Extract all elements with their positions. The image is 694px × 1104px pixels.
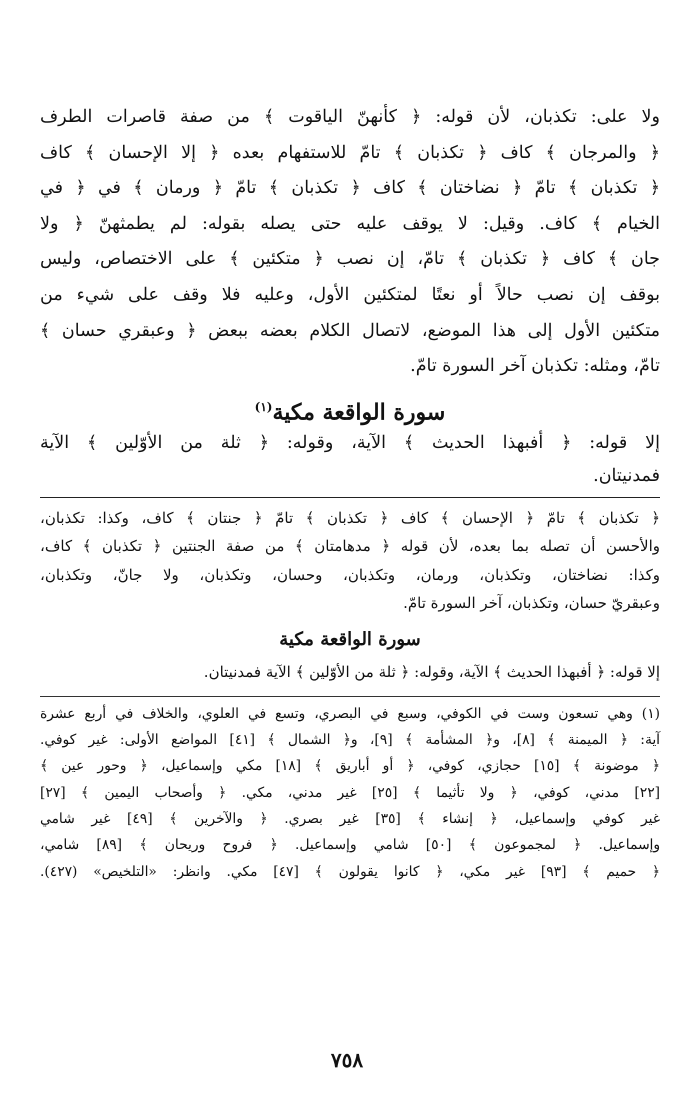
variant-text <box>40 504 660 618</box>
footnote-line: وإسماعيل. ﴿ لمجموعون ﴾ [٥٠] شامي وإسماعيل. ﴿ فروح وريحان ﴾ [٨٩] شامي، <box>40 837 660 854</box>
note-line: والأحسن أن تصله بما بعده، لأن قوله ﴿ مدهامتان ﴾ من صفة الجنتين ﴿ تكذبان ﴾ كاف، <box>40 537 660 556</box>
footnote-line: آية: ﴿ الميمنة ﴾ [٨]، و﴿ المشأمة ﴾ [٩]، و﴿ الشمال ﴾ [٤١] المواضع الأولى: غير كوفي. <box>40 732 661 749</box>
text-line: فمدنيتان. <box>593 465 660 486</box>
main-text <box>40 100 660 385</box>
surah-intro <box>40 427 660 493</box>
note-line: ﴿ تكذبان ﴾ تامّ ﴿ الإحسان ﴾ كاف ﴿ تكذبان ﴾ تامّ ﴿ جنتان ﴾ كاف، وكذا: تكذبان، <box>40 508 660 527</box>
surah-heading-text: سورة الواقعة مكية <box>272 399 446 426</box>
page-number: ٧٥٨ <box>330 1048 364 1072</box>
text-line: ولا على: تكذبان، لأن قوله: ﴿ كأنهنّ الياقوت ﴾ من صفة قاصرات الطرف <box>40 107 660 127</box>
surah-heading <box>40 387 660 427</box>
footnote-line: ﴿ موضونة ﴾ [١٥] حجازي، كوفي، ﴿ أو أباريق ﴾ [١٨] مكي وإسماعيل، ﴿ وحور عين ﴾ <box>40 758 660 775</box>
text-line: تامّ، ومثله: تكذبان آخر السورة تامّ. <box>410 356 660 377</box>
surah-heading-secondary: سورة الواقعة مكية <box>279 628 421 650</box>
footnotes <box>40 701 660 885</box>
text-line: ﴿ والمرجان ﴾ كاف ﴿ تكذبان ﴾ تامّ للاستفهام بعده ﴿ إلا الإحسان ﴾ كاف <box>40 142 660 163</box>
text-line: الخيام ﴾ كاف. وقيل: لا يوقف عليه حتى يصله بقوله: لم يطمثهنّ ﴿ ولا <box>40 213 660 234</box>
text-line: ﴿ تكذبان ﴾ تامّ ﴿ نضاختان ﴾ كاف ﴿ تكذبان ﴾ تامّ ﴿ ورمان ﴾ في ﴿ في <box>40 178 660 199</box>
text-line: متكئين الأول إلى هذا الموضع، لاتصال الكلام بعضه ببعض ﴿ وعبقري حسان ﴾ <box>40 320 660 341</box>
footnote-line: غير كوفي وإسماعيل، ﴿ إنشاء ﴾ [٣٥] غير بصري. ﴿ والآخرين ﴾ [٤٩] غير شامي <box>40 810 660 827</box>
footnote-marker: (١) <box>254 399 273 414</box>
note-line: وعبقريّ حسان، وتكذبان، آخر السورة تامّ. <box>403 594 660 613</box>
footnote-line: (١) وهي تسعون وست في الكوفي، وسبع في البصري، وتسع في العلوي، والخلاف في أربع عشرة <box>40 705 660 722</box>
divider <box>40 497 660 498</box>
footnote-line: [٢٢] مدني، كوفي، ﴿ ولا تأثيما ﴾ [٢٥] غير مدني، مكي. ﴿ وأصحاب اليمين ﴾ [٢٧] <box>40 784 661 801</box>
text-line: بوقف إن نصب حالاً أو نعتًا لمتكئين الأول، وعليه فلا وقف على شيء من <box>40 284 660 305</box>
text-line: إلا قوله: ﴿ أفبهذا الحديث ﴾ الآية، وقوله: ﴿ ثلة من الأوّلين ﴾ الآية <box>40 432 660 453</box>
note-line: وكذا: نضاختان، وتكذبان، ورمان، وتكذبان، وحسان، وتكذبان، ولا جانّ، وتكذبان، <box>40 565 660 584</box>
footnote-divider <box>40 696 660 697</box>
note-line: إلا قوله: ﴿ أفبهذا الحديث ﴾ الآية، وقوله: ﴿ ثلة من الأوّلين ﴾ الآية فمدنيتان. <box>203 662 660 681</box>
page-body <box>40 100 660 885</box>
text-line: جان ﴾ كاف ﴿ تكذبان ﴾ تامّ، إن نصب ﴿ متكئين ﴾ على الاختصاص، وليس <box>40 249 660 270</box>
footnote-line: ﴿ حميم ﴾ [٩٣] غير مكي، ﴿ كانوا يقولون ﴾ [٤٧] مكي. وانظر: «التلخيص» (٤٢٧). <box>40 863 661 880</box>
